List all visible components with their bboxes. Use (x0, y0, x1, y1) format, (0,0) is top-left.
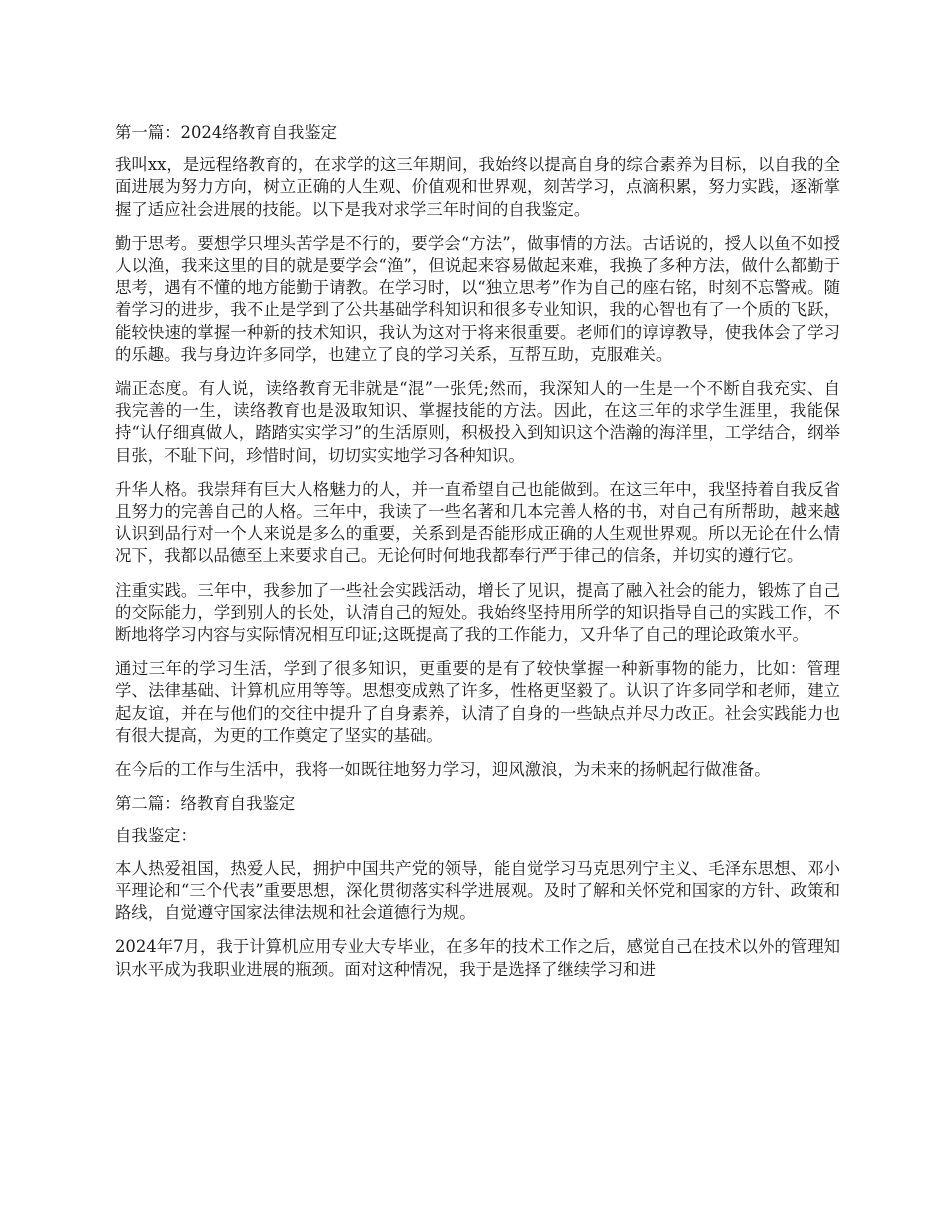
paragraph-future: 在今后的工作与生活中，我将一如既往地努力学习，迎风激浪，为未来的扬帆起行做准备。 (115, 760, 771, 780)
intro-paragraph: 我叫xx，是远程络教育的，在求学的这三年期间，我始终以提高自身的综合素养为目标，以自我的全面进展为努力方向，树立正确的人生观、价值观和世界观，刻苦学习，点滴积累，努力实践，逐渐掌握了适应社会进展的技能。以下是我对求学三年时间的自我鉴定。 (115, 155, 840, 219)
paragraph-politics: 本人热爱祖国，热爱人民，拥护中国共产党的领导，能自觉学习马克思列宁主义、毛泽东思想、邓小平理论和“三个代表”重要思想，深化贯彻落实科学进展观。及时了解和关怀党和国家的方针、政策和路线，自觉遵守国家法律法规和社会道德行为规。 (115, 858, 840, 923)
document-page (115, 122, 840, 993)
paragraph-character: 升华人格。我崇拜有巨大人格魅力的人，并一直希望自己也能做到。在这三年中，我坚持着自我反省且努力的完善自己的人格。三年中，我读了一些名著和几本完善人格的书，对自己有所帮助，越来越认识到品行对一个人来说是多么的重要，关系到是否能形成正确的人生观世界观。所以无论在什么情况下，我都以品德至上来要求自己。无论何时何地我都奉行严于律己的信条，并切实的遵行它。 (115, 479, 840, 566)
section-heading-2: 第二篇：络教育自我鉴定 (115, 794, 296, 814)
self-assessment-label: 自我鉴定： (115, 826, 197, 846)
paragraph-practice: 注重实践。三年中，我参加了一些社会实践活动，增长了见识，提高了融入社会的能力，锻炼了自己的交际能力，学到别人的长处，认清自己的短处。我始终坚持用所学的知识指导自己的实践工作，不断地将学习内容与实际情况相互印证;这既提高了我的工作能力，又升华了自己的理论政策水平。 (115, 580, 840, 645)
paragraph-attitude: 端正态度。有人说，读络教育无非就是“混”一张凭;然而，我深知人的一生是一个不断自我充实、自我完善的一生，读络教育也是汲取知识、掌握技能的方法。因此，在这三年的求学生涯里，我能保持“认仔细真做人，踏踏实实学习”的生活原则，积极投入到知识这个浩瀚的海洋里，工学结合，纲举目张，不耻下问，珍惜时间，切切实实地学习各种知识。 (115, 379, 840, 465)
section-heading-1: 第一篇：2024络教育自我鉴定 (115, 123, 338, 142)
paragraph-summary: 通过三年的学习生活，学到了很多知识，更重要的是有了较快掌握一种新事物的能力，比如：管理学、法律基础、计算机应用等等。思想变成熟了许多，性格更坚毅了。认识了许多同学和老师，建立起友谊，并在与他们的交往中提升了自身素养，认清了自身的一些缺点并尽力改正。社会实践能力也有很大提高，为更的工作奠定了坚实的基础。 (115, 659, 840, 745)
paragraph-career: 2024年7月，我于计算机应用专业大专毕业，在多年的技术工作之后，感觉自己在技术以外的管理知识水平成为我职业进展的瓶颈。面对这种情况，我于是选择了继续学习和进 (115, 937, 840, 979)
paragraph-thinking: 勤于思考。要想学只埋头苦学是不行的，要学会“方法”，做事情的方法。古话说的，授人以鱼不如授人以渔，我来这里的目的就是要学会“渔”，但说起来容易做起来难，我换了多种方法，做什么都勤于思考，遇有不懂的地方能勤于请教。在学习时，以“独立思考”作为自己的座右铭，时刻不忘警戒。随着学习的进步，我不止是学到了公共基础学科知识和很多专业知识，我的心智也有了一个质的飞跃，能较快速的掌握一种新的技术知识，我认为这对于将来很重要。老师们的谆谆教导，使我体会了学习的乐趣。我与身边许多同学，也建立了良的学习关系，互帮互助，克服难关。 (115, 233, 840, 364)
